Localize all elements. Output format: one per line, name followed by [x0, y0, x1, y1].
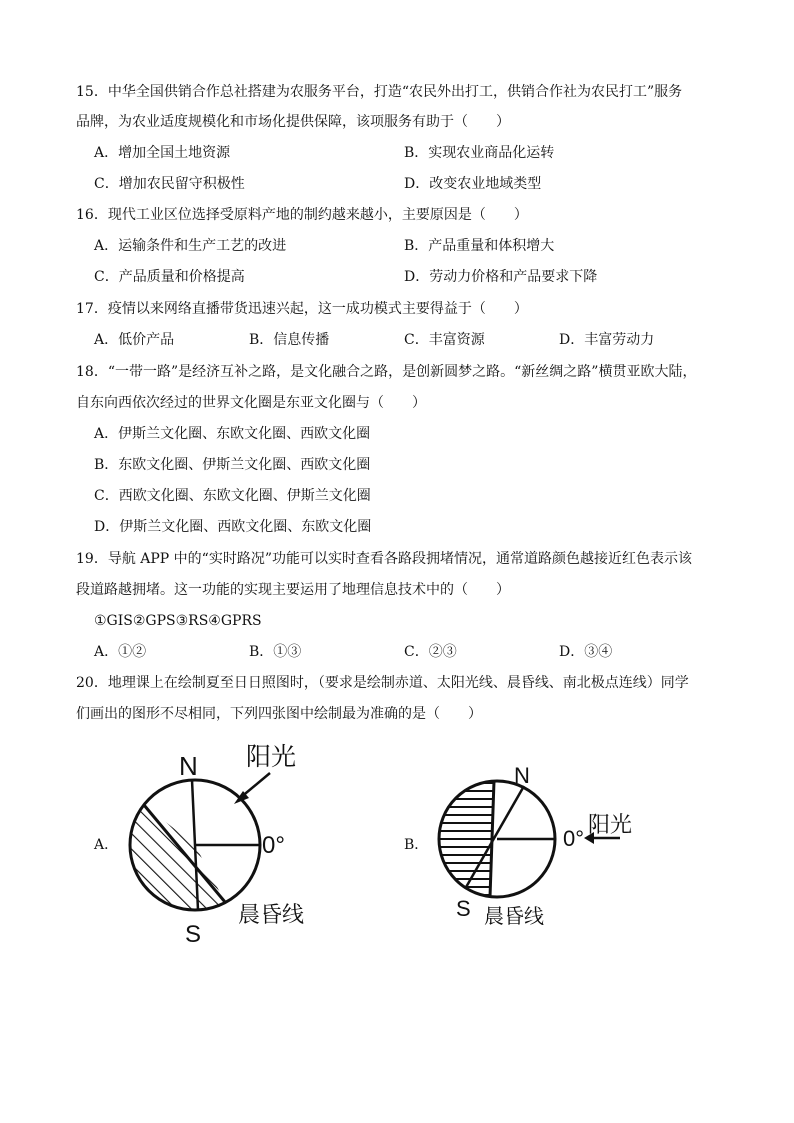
q15-option-c: C．增加农民留守积极性 — [94, 176, 245, 192]
q18-stem-line2: 自东向西依次经过的世界文化圈是东亚文化圈与（ ） — [76, 395, 426, 411]
q20-stem-line2: 们画出的图形不尽相同，下列四张图中绘制最为准确的是（ ） — [76, 706, 482, 722]
q19-option-d: D．③④ — [559, 644, 613, 660]
q15-stem-line2: 品牌，为农业适度规模化和市场化提供保障，该项服务有助于（ ） — [76, 114, 510, 130]
q19-option-c: C．②③ — [404, 644, 457, 660]
sunlight-label: 阳光 — [588, 813, 633, 838]
figure-a-label: A． — [94, 837, 119, 853]
figure-b-label: B． — [404, 837, 429, 853]
q17-option-a: A．低价产品 — [94, 332, 175, 348]
q16-option-a: A．运输条件和生产工艺的改进 — [94, 238, 287, 254]
figure-b-sunlight-diagram — [420, 755, 650, 935]
terminator-label: 晨昏线 — [238, 903, 305, 928]
q15-stem-line1: 15．中华全国供销合作总社搭建为农服务平台，打造“农民外出打工，供销合作社为农民打工”服务 — [76, 84, 683, 100]
south-pole-label: S — [185, 921, 202, 948]
equator-degree-label: 0° — [262, 832, 285, 859]
q18-stem-line1: 18．“一带一路”是经济互补之路，是文化融合之路，是创新圆梦之路。“新丝绸之路”横贯亚欧大陆， — [76, 364, 697, 380]
terminator-label: 晨昏线 — [484, 904, 544, 928]
equator-degree-label: 0° — [563, 826, 585, 851]
sunlight-label: 阳光 — [246, 742, 297, 771]
q18-option-d: D．伊斯兰文化圈、西欧文化圈、东欧文化圈 — [94, 519, 372, 535]
q19-option-a: A．①② — [94, 644, 147, 660]
figure-a-sunlight-diagram — [110, 735, 340, 950]
q15-option-d: D．改变农业地域类型 — [404, 176, 542, 192]
q17-option-b: B．信息传播 — [249, 332, 330, 348]
q19-option-b: B．①③ — [249, 644, 302, 660]
q15-option-a: A．增加全国土地资源 — [94, 145, 231, 161]
q18-option-c: C．西欧文化圈、东欧文化圈、伊斯兰文化圈 — [94, 488, 371, 504]
q18-option-a: A．伊斯兰文化圈、东欧文化圈、西欧文化圈 — [94, 426, 371, 442]
q17-option-d: D．丰富劳动力 — [559, 332, 655, 348]
q20-stem-line1: 20．地理课上在绘制夏至日日照图时，（要求是绘制赤道、太阳光线、晨昏线、南北极点连线）同学 — [76, 675, 689, 691]
q16-option-d: D．劳动力价格和产品要求下降 — [404, 269, 598, 285]
q19-choices-list: ①GIS②GPS③RS④GPRS — [94, 613, 262, 629]
q17-option-c: C．丰富资源 — [404, 332, 485, 348]
q19-stem-line2: 段道路越拥堵。这一功能的实现主要运用了地理信息技术中的（ ） — [76, 582, 510, 598]
north-pole-label: N — [179, 751, 198, 781]
q16-option-b: B．产品重量和体积增大 — [404, 238, 555, 254]
q17-stem-line1: 17．疫情以来网络直播带货迅速兴起，这一成功模式主要得益于（ ） — [76, 301, 528, 317]
q16-option-c: C．产品质量和价格提高 — [94, 269, 245, 285]
south-pole-label: S — [456, 896, 471, 921]
q19-stem-line1: 19．导航 APP 中的“实时路况”功能可以实时查看各路段拥堵情况，通常道路颜色越接近红色表示该 — [76, 551, 692, 567]
night-shade-region — [130, 805, 225, 910]
q15-option-b: B．实现农业商品化运转 — [404, 145, 555, 161]
q18-option-b: B．东欧文化圈、伊斯兰文化圈、西欧文化圈 — [94, 457, 371, 473]
north-pole-label: N — [514, 763, 530, 788]
q16-stem-line1: 16．现代工业区位选择受原料产地的制约越来越小，主要原因是（ ） — [76, 207, 528, 223]
